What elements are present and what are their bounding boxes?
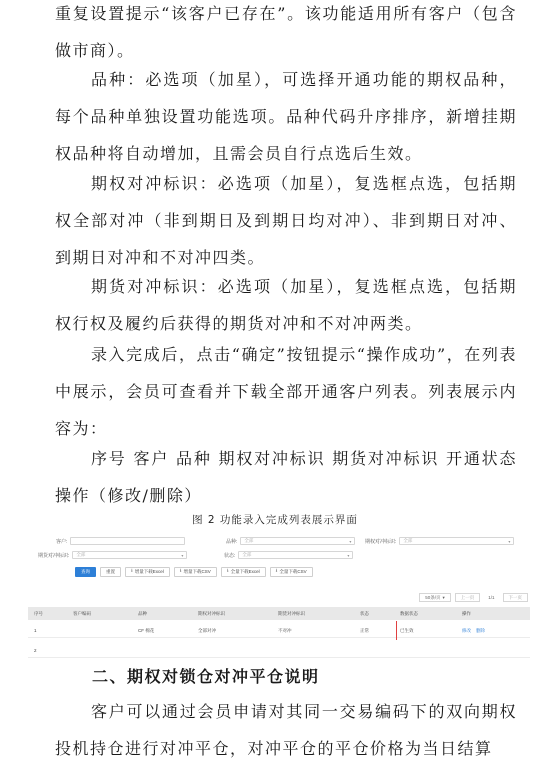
cell-no: 2: [34, 648, 37, 653]
futures-hedge-select[interactable]: [72, 551, 187, 559]
column-header: 期权对冲标识: [198, 610, 225, 616]
status-value: 全部: [242, 552, 252, 557]
download-icon: ⭳: [226, 568, 229, 574]
page-size-select[interactable]: [419, 593, 451, 602]
column-header: 序号: [34, 610, 43, 616]
customer-input[interactable]: [70, 537, 185, 545]
page-size-value: 50条/页: [425, 594, 441, 600]
column-header: 客户编码: [73, 610, 91, 616]
figure-caption: 图 2 功能录入完成列表展示界面: [192, 514, 358, 526]
option-hedge-filter: [365, 537, 514, 545]
futures-hedge-label: 期货对冲标识:: [38, 552, 70, 559]
paragraph-option-hedge: 期权对冲标识：必选项（加星），复选框点选，包括期权全部对冲（非到期日及到期日均对冲）、非到期日对冲、到期日对冲和不对冲四类。: [55, 174, 517, 267]
prev-page-button[interactable]: 上一页: [455, 593, 481, 602]
paragraph-futures-hedge: 期货对冲标识：必选项（加星），复选框点选，包括期权行权及履约后获得的期货对冲和不对冲两类。: [55, 277, 517, 333]
variety-value: 全部: [244, 538, 254, 543]
status-label: 状态:: [224, 552, 236, 559]
delete-link[interactable]: 删除: [476, 627, 485, 633]
query-button[interactable]: 查询: [75, 567, 96, 577]
column-header: 数据状态: [400, 610, 418, 616]
full-excel-label: 全量下载Excel: [230, 569, 260, 574]
paragraph-after-entry: 录入完成后，点击“确定”按钮提示“操作成功”，在列表中展示，会员可查看并下载全部开通客户列表。列表展示内容为：: [55, 345, 517, 438]
paragraph-list-fields: 序号 客户 品种 期权对冲标识 期货对冲标识 开通状态 操作（修改/删除）: [55, 449, 517, 505]
column-header: 期货对冲标识: [278, 610, 305, 616]
status-filter: [224, 551, 353, 559]
option-hedge-label: 期权对冲标识:: [365, 538, 397, 545]
futures-hedge-filter: [38, 551, 187, 559]
cell-data-status: 已生效: [400, 627, 414, 633]
reset-button[interactable]: 重置: [100, 567, 121, 577]
column-header: 操作: [462, 610, 471, 616]
option-hedge-value: 全部: [403, 538, 413, 543]
variety-filter: [226, 537, 355, 545]
incremental-excel-label: 增量下载Excel: [134, 569, 164, 574]
full-csv-button[interactable]: [270, 567, 313, 577]
option-hedge-select[interactable]: [399, 537, 514, 545]
cell-no: 1: [34, 628, 37, 633]
table-header: [28, 607, 530, 620]
incremental-csv-label: 增量下载CSV: [183, 569, 211, 574]
table-row: [28, 644, 530, 658]
page-indicator: 1/1: [488, 595, 495, 600]
variety-select[interactable]: [240, 537, 355, 545]
customer-filter: [56, 537, 185, 545]
customer-label: 客户:: [56, 538, 68, 545]
incremental-csv-button[interactable]: [174, 567, 217, 577]
action-bar: [75, 567, 317, 577]
paragraph-variety: 品种：必选项（加星），可选择开通功能的期权品种，每个品种单独设置功能选项。品种代码升序排序，新增挂期权品种将自动增加，且需会员自行点选后生效。: [55, 70, 517, 163]
paragraph-continuation: 重复设置提示“该客户已存在”。该功能适用所有客户（包含做市商）。: [55, 4, 517, 60]
closing-paragraph: 客户可以通过会员申请对其同一交易编码下的双向期权投机持仓进行对冲平仓，对冲平仓的平仓价格为当日结算: [55, 702, 517, 758]
incremental-excel-button[interactable]: [125, 567, 170, 577]
full-excel-button[interactable]: [221, 567, 266, 577]
chevron-down-icon: ▾: [349, 539, 352, 544]
chevron-down-icon: ▾: [347, 553, 350, 558]
chevron-down-icon: ▾: [442, 594, 445, 600]
variety-label: 品种:: [226, 538, 238, 545]
download-icon: ⭳: [131, 568, 133, 574]
next-page-button[interactable]: 下一页: [503, 593, 529, 602]
section-heading: 二、期权对锁仓对冲平仓说明: [92, 667, 320, 686]
column-header: 品种: [138, 610, 147, 616]
table-row: [28, 624, 530, 638]
pagination: [415, 593, 528, 602]
futures-hedge-value: 全部: [76, 552, 86, 557]
column-header: 状态: [360, 610, 369, 616]
cell-variety: CF 棉花: [138, 627, 155, 633]
list-screenshot: [28, 527, 530, 660]
cell-status: 正常: [360, 627, 369, 633]
cell-futures-hedge: 不对冲: [278, 627, 292, 633]
status-select[interactable]: [238, 551, 353, 559]
edit-link[interactable]: 修改: [462, 627, 471, 633]
full-csv-label: 全量下载CSV: [279, 569, 307, 574]
cell-option-hedge: 全部对冲: [198, 627, 216, 633]
cell-divider: [396, 621, 397, 640]
download-icon: ⭳: [275, 568, 278, 574]
chevron-down-icon: ▾: [508, 539, 511, 544]
chevron-down-icon: ▾: [181, 553, 184, 558]
download-icon: ⭳: [179, 568, 182, 574]
